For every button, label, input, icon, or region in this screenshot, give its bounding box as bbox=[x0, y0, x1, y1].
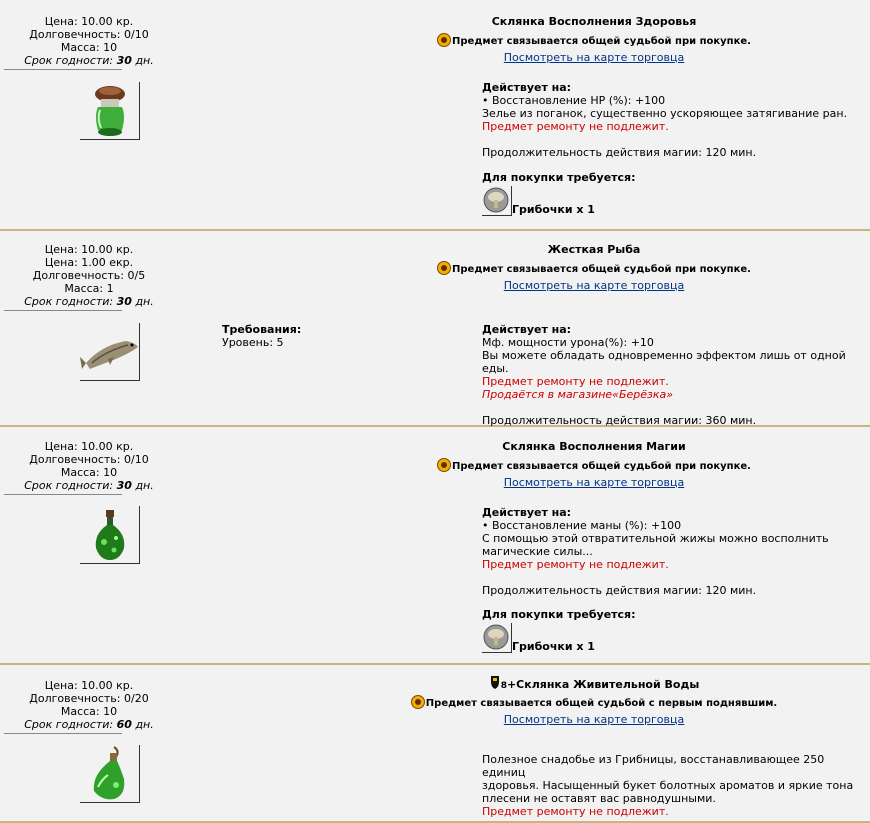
bind-notice: Предмет связывается общей судьбой при покупке. bbox=[344, 458, 844, 476]
bind-notice: Предмет связывается общей судьбой при покупке. bbox=[344, 261, 844, 279]
mana-potion-icon bbox=[80, 506, 140, 564]
purchase-requirement bbox=[482, 608, 636, 653]
mass-row: Масса: 10 bbox=[60, 705, 118, 718]
bind-icon bbox=[437, 458, 451, 476]
magic-duration: Продолжительность действия магии: 120 мин. bbox=[482, 146, 757, 159]
durability-row: Долговечность: 0/20 bbox=[29, 692, 149, 705]
cost-item-label: Грибочки x 1 bbox=[512, 640, 595, 653]
item-header bbox=[344, 676, 844, 726]
buy-requires-heading: Для покупки требуется: bbox=[482, 608, 636, 621]
item-image-mana-potion[interactable] bbox=[80, 506, 140, 564]
item-header bbox=[344, 243, 844, 292]
description: С помощью этой отвратительной жижы можно восполнить bbox=[482, 532, 829, 545]
item-effects bbox=[482, 753, 862, 818]
description: магические силы... bbox=[482, 545, 593, 558]
mushroom-icon[interactable] bbox=[482, 186, 512, 216]
bind-notice: Предмет связывается общей судьбой с первым поднявшим. bbox=[344, 695, 844, 713]
item-title: Жесткая Рыба bbox=[547, 243, 641, 256]
item-stats bbox=[0, 15, 178, 70]
effect-line: • Восстановление маны (%): +100 bbox=[482, 519, 682, 532]
stats-divider bbox=[4, 310, 122, 311]
no-repair-notice: Предмет ремонту не подлежит. bbox=[482, 120, 669, 133]
item-requirements bbox=[222, 323, 301, 349]
requirements-heading: Требования: bbox=[222, 323, 302, 336]
item-title: Склянка Восполнения Здоровья bbox=[491, 15, 697, 28]
level-requirement: Уровень: 5 bbox=[222, 336, 284, 349]
magic-duration: Продолжительность действия магии: 120 мин. bbox=[482, 584, 757, 597]
item-stats bbox=[0, 679, 178, 734]
no-repair-notice: Предмет ремонту не подлежит. bbox=[482, 805, 669, 818]
acts-on-heading: Действует на: bbox=[482, 81, 572, 94]
stats-divider bbox=[4, 69, 122, 70]
no-repair-notice: Предмет ремонту не подлежит. bbox=[482, 375, 669, 388]
item-effects bbox=[482, 323, 862, 427]
item-image-life-water[interactable] bbox=[80, 745, 140, 803]
shop-item-mana-potion bbox=[0, 427, 870, 665]
price-row: Цена: 10.00 кр. bbox=[44, 679, 134, 692]
description: Полезное снадобье из Грибницы, восстанавливающее 250 единиц bbox=[482, 753, 825, 779]
mass-row: Масса: 10 bbox=[60, 466, 118, 479]
level-badge-number: 8 bbox=[500, 681, 507, 691]
health-potion-icon bbox=[80, 82, 140, 140]
description: Вы можете обладать одновременно эффектом лишь от одной еды. bbox=[482, 349, 846, 375]
magic-duration: Продолжительность действия магии: 360 мин. bbox=[482, 414, 757, 427]
merchant-map-link[interactable]: Посмотреть на карте торговца bbox=[503, 713, 685, 726]
expiry-row: Срок годности: 30 дн. bbox=[24, 479, 154, 492]
item-effects bbox=[482, 81, 862, 159]
item-header bbox=[344, 15, 844, 64]
merchant-map-link[interactable]: Посмотреть на карте торговца bbox=[503, 51, 685, 64]
expiry-row: Срок годности: 30 дн. bbox=[24, 295, 154, 308]
bind-icon bbox=[437, 261, 451, 279]
shop-item-tough-fish bbox=[0, 231, 870, 427]
shield-icon bbox=[489, 676, 501, 690]
effect-line: • Восстановление HP (%): +100 bbox=[482, 94, 666, 107]
durability-row: Долговечность: 0/10 bbox=[29, 453, 149, 466]
item-image-tough-fish[interactable] bbox=[80, 323, 140, 381]
mass-row: Масса: 10 bbox=[60, 41, 118, 54]
item-image-health-potion[interactable] bbox=[80, 82, 140, 140]
description: здоровья. Насыщенный букет болотных ароматов и яркие тона bbox=[482, 779, 854, 792]
expiry-row: Срок годности: 60 дн. bbox=[24, 718, 154, 731]
cost-item-label: Грибочки x 1 bbox=[512, 203, 595, 216]
bind-icon bbox=[437, 33, 451, 51]
shop-notice: Продаётся в магазине«Берёзка» bbox=[482, 388, 674, 401]
price-ekr-row: Цена: 1.00 екр. bbox=[44, 256, 134, 269]
item-title: 8+Склянка Живительной Воды bbox=[344, 676, 844, 693]
level-badge bbox=[489, 676, 501, 690]
bind-notice: Предмет связывается общей судьбой при покупке. bbox=[344, 33, 844, 51]
item-header bbox=[344, 440, 844, 489]
fish-icon bbox=[80, 323, 140, 381]
item-stats bbox=[0, 243, 178, 311]
expiry-row: Срок годности: 30 дн. bbox=[24, 54, 154, 67]
price-row: Цена: 10.00 кр. bbox=[44, 243, 134, 256]
price-row: Цена: 10.00 кр. bbox=[44, 440, 134, 453]
price-row: Цена: 10.00 кр. bbox=[44, 15, 134, 28]
description: Зелье из поганок, существенно ускоряющее затягивание ран. bbox=[482, 107, 848, 120]
merchant-map-link[interactable]: Посмотреть на карте торговца bbox=[503, 279, 685, 292]
item-stats bbox=[0, 440, 178, 495]
merchant-map-link[interactable]: Посмотреть на карте торговца bbox=[503, 476, 685, 489]
purchase-requirement bbox=[482, 171, 636, 216]
stats-divider bbox=[4, 733, 122, 734]
acts-on-heading: Действует на: bbox=[482, 323, 572, 336]
buy-requires-heading: Для покупки требуется: bbox=[482, 171, 636, 184]
mass-row: Масса: 1 bbox=[64, 282, 114, 295]
item-effects bbox=[482, 506, 862, 597]
shop-item-life-water bbox=[0, 665, 870, 823]
acts-on-heading: Действует на: bbox=[482, 506, 572, 519]
stats-divider bbox=[4, 494, 122, 495]
item-title: Склянка Восполнения Магии bbox=[502, 440, 686, 453]
durability-row: Долговечность: 0/5 bbox=[32, 269, 146, 282]
description: плесени не оставят вас равнодушными. bbox=[482, 792, 716, 805]
effect-line: Мф. мощности урона(%): +10 bbox=[482, 336, 654, 349]
durability-row: Долговечность: 0/10 bbox=[29, 28, 149, 41]
bind-icon bbox=[411, 695, 425, 713]
shop-item-health-potion bbox=[0, 0, 870, 231]
mushroom-icon[interactable] bbox=[482, 623, 512, 653]
no-repair-notice: Предмет ремонту не подлежит. bbox=[482, 558, 669, 571]
life-water-icon bbox=[80, 745, 140, 803]
